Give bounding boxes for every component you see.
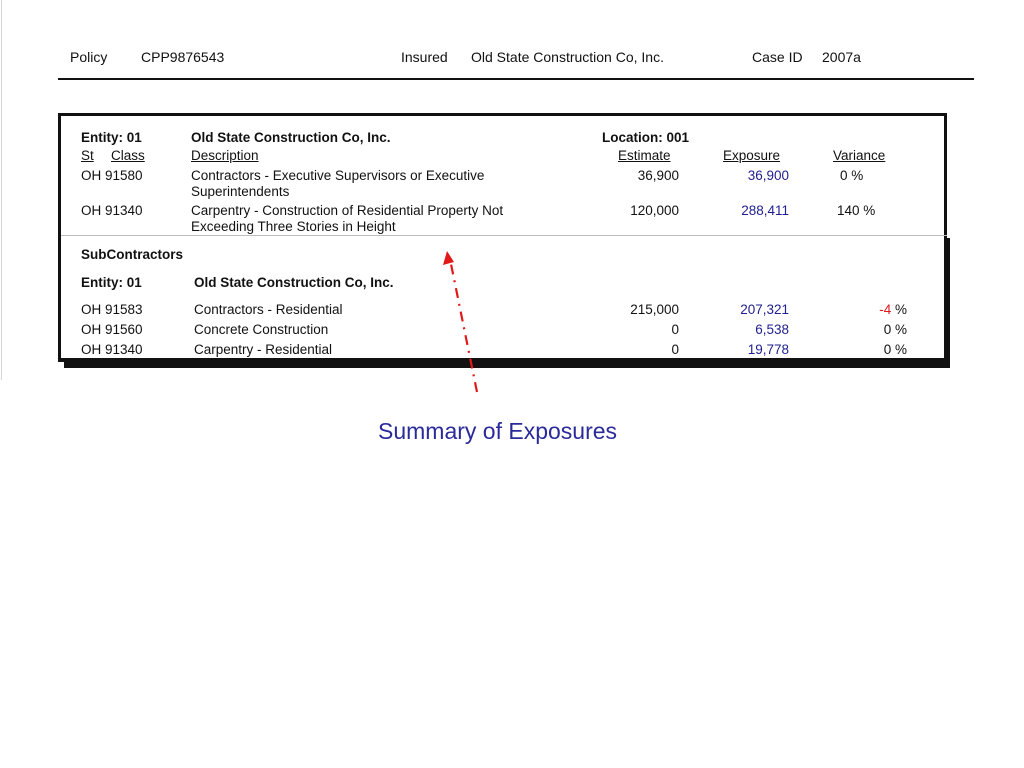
row-estimate: 0 xyxy=(671,322,679,337)
col-st: St xyxy=(81,148,94,163)
row-estimate: 0 xyxy=(671,342,679,357)
row-estimate: 215,000 xyxy=(630,302,679,317)
col-description: Description xyxy=(191,148,259,163)
location-label: Location: 001 xyxy=(602,130,690,145)
entity-label: Entity: 01 xyxy=(81,130,142,145)
row-description: Carpentry - Construction of Residential Property Not Exceeding Three Stories in Height xyxy=(191,203,504,234)
insured-label: Insured xyxy=(401,49,448,65)
sub-entity-name: Old State Construction Co, Inc. xyxy=(194,275,394,290)
row-description: Contractors - Executive Supervisors or Executive Superintendents xyxy=(191,168,485,199)
col-exposure: Exposure xyxy=(723,148,781,163)
row-exposure: 288,411 xyxy=(741,203,789,218)
row-exposure: 36,900 xyxy=(747,168,789,183)
row-variance: 140 % xyxy=(837,203,876,218)
variance-unit: % xyxy=(891,322,907,337)
row-description: Contractors - Residential xyxy=(194,302,343,317)
col-variance: Variance xyxy=(833,148,886,163)
variance-unit: % xyxy=(891,342,907,357)
arrow-head xyxy=(443,251,454,265)
row-description: Carpentry - Residential xyxy=(194,342,333,357)
policy-value: CPP9876543 xyxy=(141,49,225,65)
entity-name: Old State Construction Co, Inc. xyxy=(191,130,391,145)
row-code: OH 91583 xyxy=(81,302,143,317)
variance-value: 0 xyxy=(883,322,892,337)
policy-label: Policy xyxy=(70,49,108,65)
col-class: Class xyxy=(111,148,145,163)
subcontractors-title: SubContractors xyxy=(81,247,184,262)
caption-title: Summary of Exposures xyxy=(378,418,618,444)
row-exposure: 19,778 xyxy=(747,342,789,357)
case-id-label: Case ID xyxy=(752,49,803,65)
case-id-value: 2007a xyxy=(822,49,861,65)
sub-entity-label: Entity: 01 xyxy=(81,275,142,290)
row-description: Concrete Construction xyxy=(194,322,329,337)
row-code: OH 91580 xyxy=(81,168,143,183)
variance-value: 0 xyxy=(883,342,892,357)
row-exposure: 207,321 xyxy=(740,302,789,317)
row-exposure: 6,538 xyxy=(755,322,789,337)
arrow-shaft xyxy=(451,264,477,392)
row-estimate: 120,000 xyxy=(630,203,679,218)
row-code: OH 91340 xyxy=(81,203,143,218)
col-estimate: Estimate xyxy=(618,148,671,163)
variance-value: -4 xyxy=(879,302,892,317)
insured-value: Old State Construction Co, Inc. xyxy=(471,49,664,65)
row-variance: 0 % xyxy=(840,168,864,183)
row-estimate: 36,900 xyxy=(637,168,679,183)
row-code: OH 91560 xyxy=(81,322,143,337)
row-code: OH 91340 xyxy=(81,342,143,357)
variance-unit: % xyxy=(891,302,907,317)
